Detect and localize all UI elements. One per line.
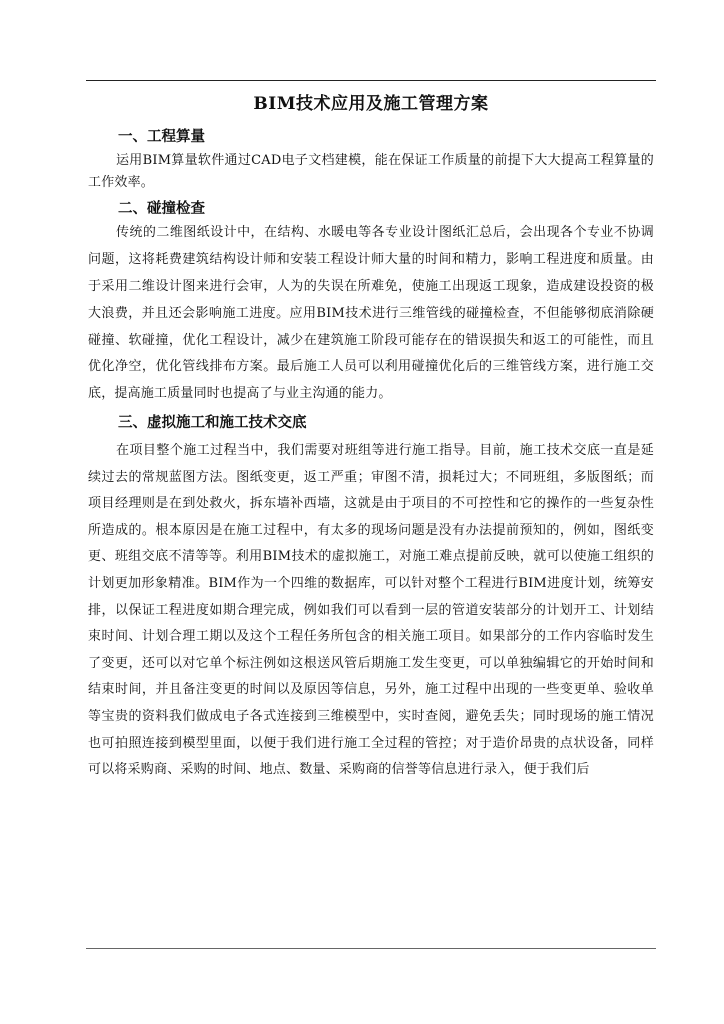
section-heading-3: 三、虚拟施工和施工技术交底 bbox=[118, 413, 307, 431]
footer-rule bbox=[86, 948, 656, 949]
section-paragraph-1: 运用BIM算量软件通过CAD电子文档建模，能在保证工作质量的前提下大大提高工程算量的工作效率。 bbox=[88, 153, 654, 191]
document-title: BIM技术应用及施工管理方案 bbox=[253, 94, 489, 114]
section-heading-1: 一、工程算量 bbox=[118, 128, 205, 145]
document-page bbox=[88, 92, 654, 788]
section-heading-2: 二、碰撞检查 bbox=[118, 200, 205, 218]
section-paragraph-2: 传统的二维图纸设计中，在结构、水暖电等各专业设计图纸汇总后，会出现各个专业不协调问题，这将耗费建筑结构设计师和安装工程设计师大量的时间和精力，影响工程进度和质量。由于采用二维设计图来进行会审，人为的失误在所难免，使施工出现返工现象，造成建设投资的极大浪费，并且还会影响施工进度。应用BIM技术进行三维管线的碰撞检查，不但能够彻底消除硬碰撞、软碰撞，优化工程设计，减少在建筑施工阶段可能存在的错误损失和返工的可能性，而且优化净空，优化管线排布方案。最后施工人员可以利用碰撞优化后的三维管线方案，进行施工交底，提高施工质量同时也提高了与业主沟通的能力。 bbox=[88, 225, 654, 402]
section-paragraph-3: 在项目整个施工过程当中，我们需要对班组等进行施工指导。目前，施工技术交底一直是延续过去的常规蓝图方法。图纸变更，返工严重；审图不清，损耗过大；不同班组，多版图纸；而项目经理则是在到处救火，拆东墙补西墙，这就是由于项目的不可控性和它的操作的一些复杂性所造成的。根本原因是在施工过程中，有太多的现场问题是没有办法提前预知的，例如，图纸变更、班组交底不清等等。利用BIM技术的虚拟施工，对施工难点提前反映，就可以使施工组织的计划更加形象精准。BIM作为一个四维的数据库，可以针对整个工程进行BIM进度计划，统筹安排，以保证工程进度如期合理完成，例如我们可以看到一层的管道安装部分的计划开工、计划结束时间、计划合理工期以及这个工程任务所包含的相关施工项目。如果部分的工作内容临时发生了变更，还可以对它单个标注例如这根送风管后期施工发生变更，可以单独编辑它的开始时间和结束时间，并且备注变更的时间以及原因等信息，另外，施工过程中出现的一些变更单、验收单等宝贵的资料我们做成电子各式连接到三维模型中，实时查阅，避免丢失；同时现场的施工情况也可拍照连接到模型里面，以便于我们进行施工全过程的管控；对于造价昂贵的点状设备，同样可以将采购商、采购的时间、地点、数量、采购商的信誉等信息进行录入，便于我们后 bbox=[88, 442, 654, 778]
header-rule bbox=[86, 80, 656, 81]
